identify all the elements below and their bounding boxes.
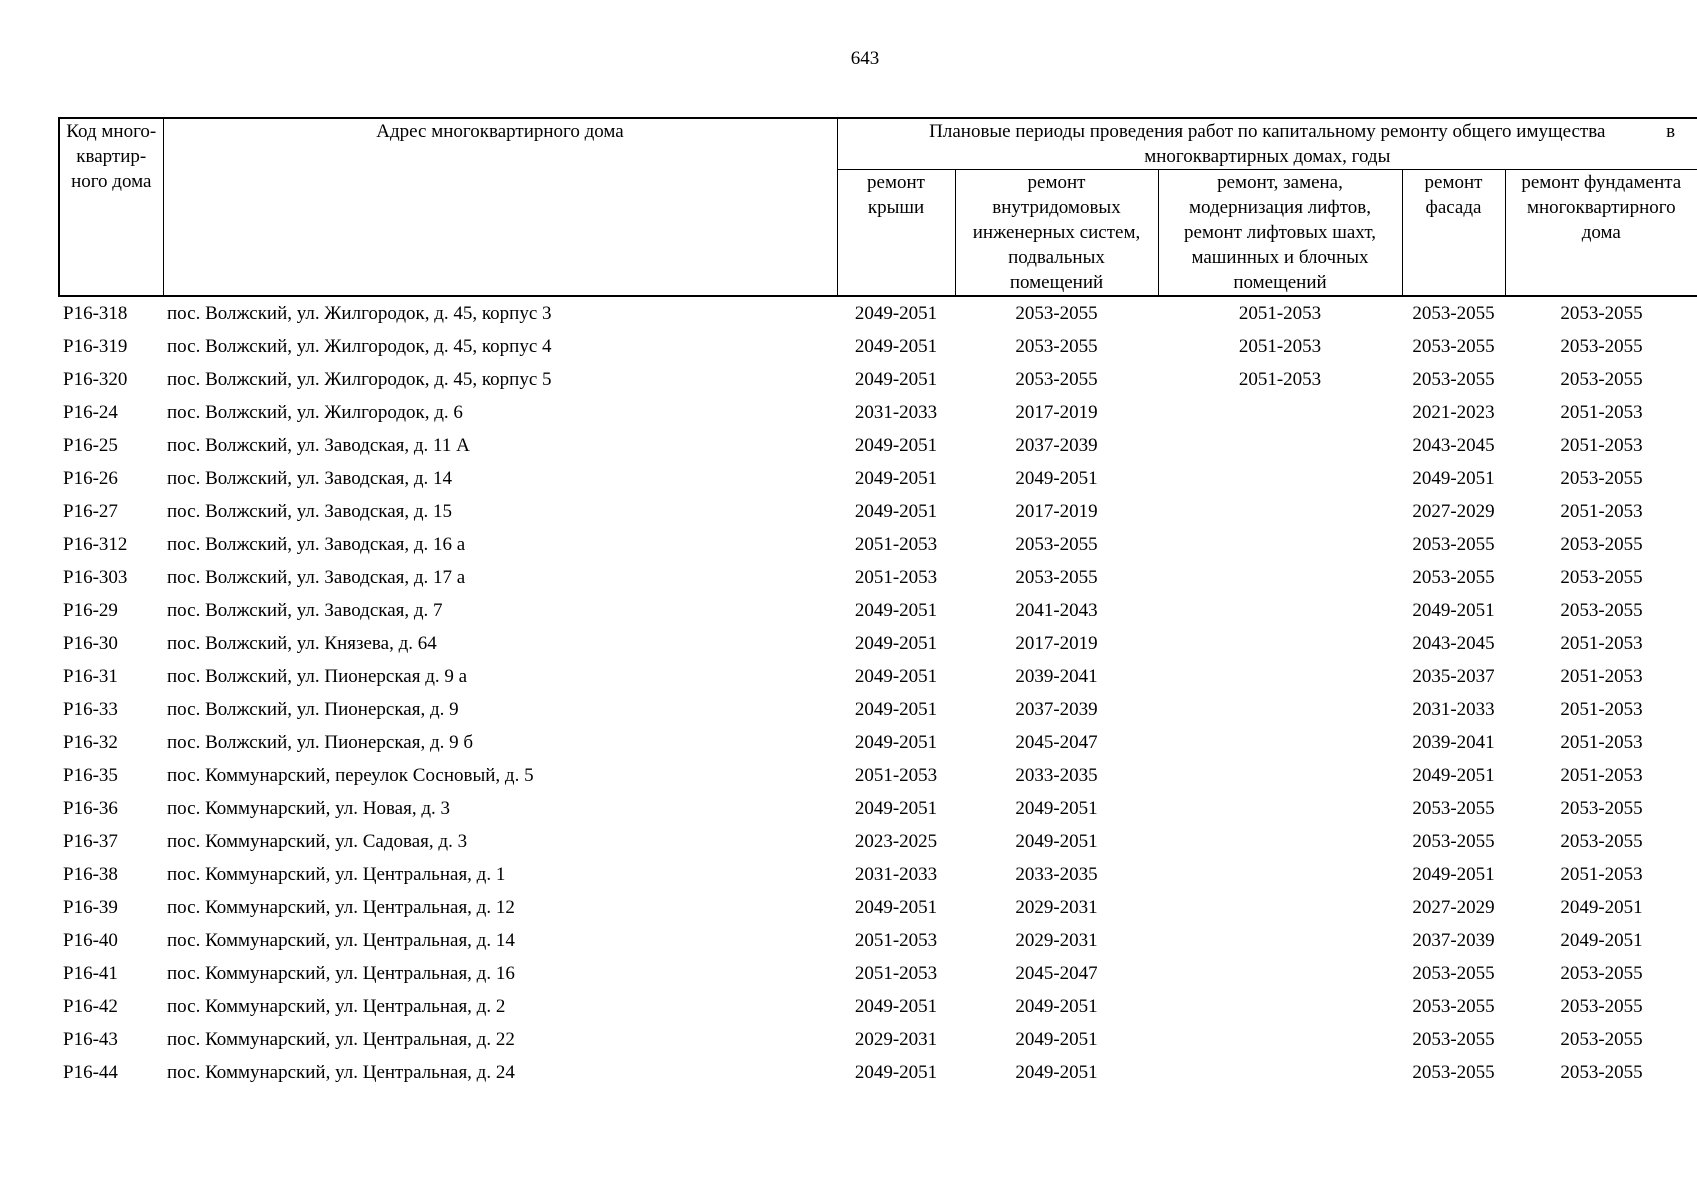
cell-facade: 2049-2051 <box>1412 764 1495 786</box>
table-row <box>59 891 1697 924</box>
cell-foundation: 2053-2055 <box>1560 533 1643 555</box>
table-row <box>59 396 1697 429</box>
cell-address: пос. Волжский, ул. Заводская, д. 14 <box>167 467 453 489</box>
cell-address: пос. Волжский, ул. Жилгородок, д. 45, корпус 4 <box>167 335 552 357</box>
cell-roof: 2049-2051 <box>854 632 938 654</box>
cell-systems: 2049-2051 <box>1015 995 1098 1017</box>
cell-facade: 2053-2055 <box>1412 533 1495 555</box>
cell-facade: 2027-2029 <box>1412 500 1495 522</box>
table-row <box>59 825 1697 858</box>
cell-code: Р16-25 <box>63 434 118 456</box>
cell-lifts: 2051-2053 <box>1238 335 1322 357</box>
cell-address: пос. Коммунарский, переулок Сосновый, д. 5 <box>167 764 534 786</box>
header-systems-line-5: помещений <box>1009 272 1104 293</box>
cell-lifts <box>1158 495 1402 528</box>
cell-facade: 2053-2055 <box>1412 335 1495 357</box>
cell-roof: 2031-2033 <box>854 863 938 885</box>
cell-roof: 2049-2051 <box>854 665 938 687</box>
header-systems-line-1: ремонт <box>1027 172 1086 193</box>
cell-code: Р16-26 <box>63 467 118 489</box>
cell-systems: 2053-2055 <box>1015 566 1098 588</box>
header-roof-line-2: крыши <box>867 197 925 218</box>
cell-systems: 2049-2051 <box>1015 797 1098 819</box>
cell-address: пос. Коммунарский, ул. Центральная, д. 22 <box>167 1028 515 1050</box>
cell-foundation: 2051-2053 <box>1560 500 1643 522</box>
cell-facade: 2053-2055 <box>1412 368 1495 390</box>
header-facade <box>1402 170 1505 297</box>
cell-foundation: 2053-2055 <box>1560 566 1643 588</box>
cell-roof: 2051-2053 <box>854 929 938 951</box>
cell-lifts <box>1158 693 1402 726</box>
cell-roof: 2029-2031 <box>854 1028 938 1050</box>
table-row <box>59 660 1697 693</box>
cell-facade: 2021-2023 <box>1412 401 1495 423</box>
cell-facade: 2053-2055 <box>1412 830 1495 852</box>
header-code-line-1: Код много- <box>66 121 157 142</box>
cell-roof: 2023-2025 <box>854 830 938 852</box>
cell-systems: 2049-2051 <box>1015 467 1098 489</box>
cell-roof: 2049-2051 <box>854 599 938 621</box>
cell-roof: 2049-2051 <box>854 467 938 489</box>
cell-address: пос. Коммунарский, ул. Центральная, д. 12 <box>167 896 515 918</box>
cell-address: пос. Волжский, ул. Заводская, д. 15 <box>167 500 453 522</box>
cell-systems: 2049-2051 <box>1015 830 1098 852</box>
cell-lifts <box>1158 627 1402 660</box>
cell-facade: 2053-2055 <box>1412 1061 1495 1083</box>
cell-lifts <box>1158 561 1402 594</box>
cell-facade: 2053-2055 <box>1412 1028 1495 1050</box>
table-row <box>59 495 1697 528</box>
table-row <box>59 627 1697 660</box>
cell-roof: 2049-2051 <box>854 434 938 456</box>
cell-systems: 2029-2031 <box>1015 896 1098 918</box>
cell-systems: 2053-2055 <box>1015 368 1098 390</box>
cell-facade: 2035-2037 <box>1412 665 1495 687</box>
cell-foundation: 2049-2051 <box>1560 896 1643 918</box>
cell-foundation: 2053-2055 <box>1560 599 1643 621</box>
cell-foundation: 2051-2053 <box>1560 632 1643 654</box>
cell-facade: 2053-2055 <box>1412 797 1495 819</box>
cell-code: Р16-38 <box>63 863 118 885</box>
cell-foundation: 2053-2055 <box>1560 302 1643 324</box>
header-code-line-3: ного дома <box>71 171 152 192</box>
cell-roof: 2049-2051 <box>854 896 938 918</box>
cell-roof: 2049-2051 <box>854 698 938 720</box>
cell-code: Р16-42 <box>63 995 118 1017</box>
cell-code: Р16-27 <box>63 500 118 522</box>
cell-roof: 2049-2051 <box>854 368 938 390</box>
cell-code: Р16-40 <box>63 929 118 951</box>
cell-facade: 2037-2039 <box>1412 929 1495 951</box>
cell-foundation: 2053-2055 <box>1560 368 1643 390</box>
header-address <box>163 118 837 296</box>
cell-foundation: 2051-2053 <box>1560 401 1643 423</box>
cell-systems: 2029-2031 <box>1015 929 1098 951</box>
table-row <box>59 858 1697 891</box>
header-roof <box>837 170 955 297</box>
header-foundation-line-3: дома <box>1581 222 1621 243</box>
cell-systems: 2037-2039 <box>1015 698 1098 720</box>
cell-lifts: 2051-2053 <box>1238 368 1322 390</box>
cell-facade: 2049-2051 <box>1412 863 1495 885</box>
cell-lifts <box>1158 462 1402 495</box>
cell-lifts <box>1158 792 1402 825</box>
cell-code: Р16-35 <box>63 764 118 786</box>
cell-address: пос. Коммунарский, ул. Центральная, д. 14 <box>167 929 515 951</box>
cell-facade: 2039-2041 <box>1412 731 1495 753</box>
cell-facade: 2027-2029 <box>1412 896 1495 918</box>
cell-address: пос. Коммунарский, ул. Центральная, д. 1 <box>167 863 506 885</box>
cell-code: Р16-37 <box>63 830 118 852</box>
table-row <box>59 1023 1697 1056</box>
cell-roof: 2049-2051 <box>854 995 938 1017</box>
cell-systems: 2033-2035 <box>1015 863 1098 885</box>
table-row <box>59 792 1697 825</box>
cell-address: пос. Волжский, ул. Заводская, д. 16 а <box>167 533 466 555</box>
cell-address: пос. Волжский, ул. Князева, д. 64 <box>167 632 437 654</box>
table-row <box>59 429 1697 462</box>
table-row <box>59 296 1697 330</box>
header-code-line-2: квартир- <box>76 146 147 167</box>
cell-roof: 2051-2053 <box>854 533 938 555</box>
cell-code: Р16-318 <box>63 302 128 324</box>
cell-systems: 2039-2041 <box>1015 665 1098 687</box>
table-row <box>59 693 1697 726</box>
cell-code: Р16-303 <box>63 566 128 588</box>
cell-facade: 2053-2055 <box>1412 962 1495 984</box>
cell-systems: 2053-2055 <box>1015 533 1098 555</box>
cell-foundation: 2053-2055 <box>1560 797 1643 819</box>
cell-address: пос. Волжский, ул. Заводская, д. 7 <box>167 599 443 621</box>
capital-repair-table <box>58 117 1697 1089</box>
header-systems-line-2: внутридомовых <box>992 197 1121 218</box>
table-body <box>59 296 1697 1089</box>
cell-roof: 2051-2053 <box>854 566 938 588</box>
cell-systems: 2045-2047 <box>1015 731 1098 753</box>
cell-lifts <box>1158 924 1402 957</box>
header-foundation <box>1505 170 1697 297</box>
cell-lifts <box>1158 660 1402 693</box>
cell-lifts <box>1158 759 1402 792</box>
cell-systems: 2045-2047 <box>1015 962 1098 984</box>
table-row <box>59 561 1697 594</box>
cell-systems: 2049-2051 <box>1015 1028 1098 1050</box>
cell-address: пос. Коммунарский, ул. Новая, д. 3 <box>167 797 451 819</box>
cell-address: пос. Коммунарский, ул. Центральная, д. 24 <box>167 1061 515 1083</box>
cell-code: Р16-32 <box>63 731 118 753</box>
cell-address: пос. Волжский, ул. Заводская, д. 17 а <box>167 566 466 588</box>
header-planned-periods-line-1: Плановые периоды проведения работ по капитальному ремонту общего имущества <box>929 121 1606 142</box>
cell-foundation: 2051-2053 <box>1560 698 1643 720</box>
header-systems <box>955 170 1158 297</box>
cell-systems: 2017-2019 <box>1015 500 1098 522</box>
table-row <box>59 1056 1697 1089</box>
cell-code: Р16-29 <box>63 599 118 621</box>
cell-lifts: 2051-2053 <box>1238 302 1322 324</box>
header-planned-periods-v: в <box>1666 121 1676 142</box>
table-row <box>59 594 1697 627</box>
cell-lifts <box>1158 891 1402 924</box>
cell-roof: 2049-2051 <box>854 1061 938 1083</box>
table-row <box>59 528 1697 561</box>
cell-address: пос. Коммунарский, ул. Центральная, д. 16 <box>167 962 515 984</box>
table-row <box>59 759 1697 792</box>
cell-code: Р16-312 <box>63 533 128 555</box>
cell-systems: 2033-2035 <box>1015 764 1098 786</box>
cell-foundation: 2053-2055 <box>1560 995 1643 1017</box>
cell-systems: 2053-2055 <box>1015 335 1098 357</box>
cell-facade: 2053-2055 <box>1412 302 1495 324</box>
cell-code: Р16-36 <box>63 797 118 819</box>
table-row <box>59 363 1697 396</box>
header-lifts-line-5: помещений <box>1233 272 1327 293</box>
header-planned-periods <box>837 118 1697 170</box>
cell-lifts <box>1158 528 1402 561</box>
header-facade-line-1: ремонт <box>1424 172 1483 193</box>
cell-foundation: 2053-2055 <box>1560 830 1643 852</box>
cell-lifts <box>1158 1056 1402 1089</box>
cell-address: пос. Волжский, ул. Заводская, д. 11 А <box>167 434 470 456</box>
cell-lifts <box>1158 396 1402 429</box>
cell-foundation: 2049-2051 <box>1560 929 1643 951</box>
header-systems-line-3: инженерных систем, <box>972 222 1141 243</box>
cell-address: пос. Волжский, ул. Жилгородок, д. 45, корпус 3 <box>167 302 552 324</box>
cell-systems: 2017-2019 <box>1015 401 1098 423</box>
cell-facade: 2043-2045 <box>1412 434 1495 456</box>
header-lifts-line-4: машинных и блочных <box>1191 247 1369 268</box>
cell-facade: 2053-2055 <box>1412 566 1495 588</box>
header-planned-periods-line-2: многоквартирных домах, годы <box>1144 146 1391 167</box>
header-lifts-line-1: ремонт, замена, <box>1217 172 1343 193</box>
header-foundation-line-2: многоквартирного <box>1526 197 1676 218</box>
cell-lifts <box>1158 429 1402 462</box>
cell-facade: 2031-2033 <box>1412 698 1495 720</box>
header-lifts <box>1158 170 1402 297</box>
header-address-label: Адрес многоквартирного дома <box>376 121 624 142</box>
cell-code: Р16-39 <box>63 896 118 918</box>
cell-systems: 2041-2043 <box>1015 599 1098 621</box>
cell-roof: 2051-2053 <box>854 764 938 786</box>
cell-address: пос. Коммунарский, ул. Центральная, д. 2 <box>167 995 506 1017</box>
cell-roof: 2031-2033 <box>854 401 938 423</box>
cell-code: Р16-33 <box>63 698 118 720</box>
cell-facade: 2053-2055 <box>1412 995 1495 1017</box>
cell-foundation: 2053-2055 <box>1560 1061 1643 1083</box>
cell-address: пос. Волжский, ул. Пионерская д. 9 а <box>167 665 468 687</box>
cell-foundation: 2053-2055 <box>1560 467 1643 489</box>
cell-facade: 2049-2051 <box>1412 599 1495 621</box>
cell-roof: 2051-2053 <box>854 962 938 984</box>
cell-address: пос. Волжский, ул. Пионерская, д. 9 <box>167 698 459 720</box>
cell-code: Р16-31 <box>63 665 118 687</box>
header-facade-line-2: фасада <box>1425 197 1482 218</box>
cell-lifts <box>1158 1023 1402 1056</box>
cell-foundation: 2053-2055 <box>1560 335 1643 357</box>
cell-code: Р16-44 <box>63 1061 118 1083</box>
cell-foundation: 2053-2055 <box>1560 962 1643 984</box>
cell-lifts <box>1158 957 1402 990</box>
page-number: 643 <box>850 48 880 69</box>
table-row <box>59 924 1697 957</box>
cell-facade: 2049-2051 <box>1412 467 1495 489</box>
cell-code: Р16-41 <box>63 962 118 984</box>
cell-foundation: 2051-2053 <box>1560 764 1643 786</box>
cell-systems: 2037-2039 <box>1015 434 1098 456</box>
cell-code: Р16-320 <box>63 368 128 390</box>
cell-address: пос. Волжский, ул. Жилгородок, д. 6 <box>167 401 463 423</box>
cell-foundation: 2051-2053 <box>1560 731 1643 753</box>
cell-foundation: 2051-2053 <box>1560 434 1643 456</box>
header-code <box>59 118 163 296</box>
cell-roof: 2049-2051 <box>854 797 938 819</box>
header-systems-line-4: подвальных <box>1008 247 1105 268</box>
cell-foundation: 2051-2053 <box>1560 665 1643 687</box>
cell-code: Р16-43 <box>63 1028 118 1050</box>
cell-lifts <box>1158 726 1402 759</box>
cell-roof: 2049-2051 <box>854 731 938 753</box>
cell-address: пос. Волжский, ул. Жилгородок, д. 45, корпус 5 <box>167 368 552 390</box>
cell-code: Р16-30 <box>63 632 118 654</box>
header-lifts-line-2: модернизация лифтов, <box>1189 197 1371 218</box>
cell-code: Р16-24 <box>63 401 118 423</box>
cell-lifts <box>1158 825 1402 858</box>
cell-code: Р16-319 <box>63 335 128 357</box>
table-row <box>59 957 1697 990</box>
cell-facade: 2043-2045 <box>1412 632 1495 654</box>
table-row <box>59 726 1697 759</box>
header-foundation-line-1: ремонт фундамента <box>1521 172 1682 193</box>
cell-systems: 2017-2019 <box>1015 632 1098 654</box>
cell-roof: 2049-2051 <box>854 302 938 324</box>
cell-address: пос. Волжский, ул. Пионерская, д. 9 б <box>167 731 474 753</box>
cell-lifts <box>1158 594 1402 627</box>
cell-foundation: 2051-2053 <box>1560 863 1643 885</box>
table-row <box>59 330 1697 363</box>
header-lifts-line-3: ремонт лифтовых шахт, <box>1184 222 1376 243</box>
cell-lifts <box>1158 858 1402 891</box>
cell-lifts <box>1158 990 1402 1023</box>
cell-address: пос. Коммунарский, ул. Садовая, д. 3 <box>167 830 468 852</box>
cell-systems: 2049-2051 <box>1015 1061 1098 1083</box>
table-row <box>59 990 1697 1023</box>
cell-roof: 2049-2051 <box>854 500 938 522</box>
table-row <box>59 462 1697 495</box>
cell-systems: 2053-2055 <box>1015 302 1098 324</box>
cell-foundation: 2053-2055 <box>1560 1028 1643 1050</box>
header-roof-line-1: ремонт <box>867 172 925 193</box>
cell-roof: 2049-2051 <box>854 335 938 357</box>
